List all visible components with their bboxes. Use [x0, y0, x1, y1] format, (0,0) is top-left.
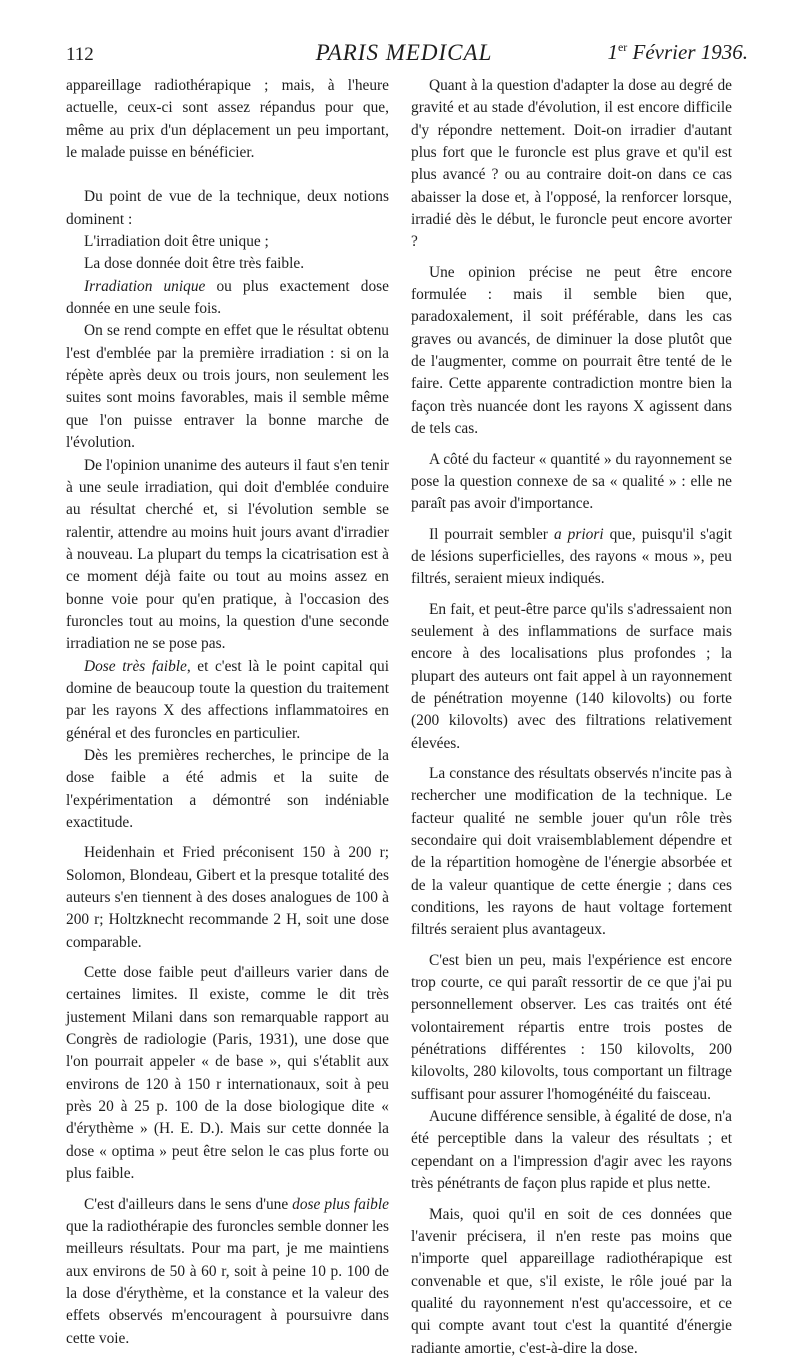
- paragraph: [66, 276, 389, 321]
- italic-term: Irradiation unique: [84, 277, 206, 295]
- paragraph: Mais, quoi qu'il en soit de ces données que l'avenir précisera, il n'en reste pas moins que n'importe quel appareillage radiothérapique est convenable et que, s'il existe, le rôle joué par la qualité du rayonnement n'est qu'accessoire, et ce qui compte avant tout c'est la quantité d'énergie radiante amortie, c'est-à-dire la dose.: [411, 1205, 732, 1357]
- right-column: [411, 75, 732, 1360]
- issue-date: [607, 40, 748, 65]
- paragraph: La dose donnée doit être très faible.: [84, 255, 305, 273]
- paragraph: En fait, et peut-être parce qu'ils s'adressaient non seulement à des inflammations de surface mais encore à des localisations plus profondes ; la plupart des auteurs ont fait appel à un rayonnement de pénétration moyenne (140 kilovolts) ou forte (200 kilovolts) avec des filtrations relativement élevées.: [411, 600, 732, 752]
- italic-term: a priori: [553, 525, 604, 543]
- paragraph: A côté du facteur « quantité » du rayonnement se pose la question connexe de sa « qualité » : elle ne paraît pas avoir d'importance.: [411, 450, 732, 513]
- paragraph-text: ou plus exactement dose donnée en une seule fois.: [66, 277, 389, 318]
- paragraph: [66, 1194, 389, 1350]
- date-superscript: er: [617, 40, 628, 54]
- paragraph: [66, 656, 389, 745]
- left-column: [66, 75, 389, 1350]
- paragraph: Une opinion précise ne peut être encore formulée : mais il semble bien que, paradoxalement, il soit préférable, dans les cas graves ou avancés, de diminuer la dose plutôt que de l'augmenter, comme on pourrait être tenté de le faire. Cette apparente contradiction montre bien la façon très nuancée dont les rayons X agissent dans de tels cas.: [411, 263, 732, 438]
- page-header: [60, 40, 748, 70]
- paragraph: Du point de vue de la technique, deux notions dominent :: [66, 188, 389, 228]
- paragraph-text: C'est d'ailleurs dans le sens d'une: [84, 1195, 293, 1213]
- paragraph-text: Il pourrait sembler: [429, 525, 554, 543]
- paragraph: Cette dose faible peut d'ailleurs varier dans de certaines limites. Il existe, comme le dit très justement Milani dans son remarquable rapport au Congrès de radiologie (Paris, 1931), une dose que l'on pourrait appeler « de base », qui s'établit aux environs de 120 à 150 r internationaux, soit à peu près 20 à 25 p. 100 de la dose biologique dite « d'érythème » (H. E. D.). Mais sur cette donnée la dose « optima » peut être selon le cas plus forte ou plus faible.: [66, 964, 389, 1183]
- paragraph: [411, 524, 732, 591]
- paragraph: De l'opinion unanime des auteurs il faut s'en tenir à une seule irradiation, qui doit d'emblée conduire au résultat cherché et, si l'évolution semble se ralentir, attendre au moins huit jours avant d'irradier à nouveau. La plupart du temps la cicatrisation est à ce moment déjà faite ou tout au moins assez en bonne voie pour qu'en pratique, à l'occasion des furoncles tout au moins, la question d'une seconde irradiation ne se pose pas.: [66, 456, 389, 653]
- date-day: 1: [607, 40, 618, 64]
- paragraph: L'irradiation doit être unique ;: [84, 233, 269, 251]
- paragraph: Quant à la question d'adapter la dose au degré de gravité et au stade d'évolution, il est encore difficile d'y répondre nettement. Doit-on irradier d'autant plus fort que le furoncle est plus grave et qu'il est plus avancé ? ou au contraire doit-on dans ce cas abaisser la dose et, à l'opposé, la renforcer lorsque, irradié dès le début, le furoncle peut encore avorter ?: [411, 77, 732, 251]
- paragraph: C'est bien un peu, mais l'expérience est encore trop courte, ce qui paraît ressortir de ce que j'ai pu personnellement observer. Les cas traités ont été volontairement répartis entre trois postes de pénétrations différentes : 150 kilovolts, 200 kilovolts, 280 kilovolts, tous comportant un filtrage suffisant pour assurer l'homogénéité du faisceau.: [411, 951, 732, 1103]
- italic-term: dose plus faible: [292, 1195, 389, 1213]
- date-rest: Février 1936.: [627, 40, 748, 64]
- journal-title: PARIS MEDICAL: [315, 40, 493, 65]
- paragraph: appareillage radiothérapique ; mais, à l'heure actuelle, ceux-ci sont assez répandus pour que, même au prix d'un déplacement un peu important, le malade puisse en bénéficier.: [66, 77, 389, 162]
- paragraph: La constance des résultats observés n'incite pas à rechercher une modification de la technique. Le facteur qualité ne semble jouer qu'un rôle très secondaire qui doit vraisemblablement dépendre et de la répartition homogène de l'énergie absorbée et de la valeur quantique de cette énergie ; dans ces conditions, les rayons de haut voltage fortement filtrés seraient plus avantageux.: [411, 764, 732, 939]
- paragraph: Dès les premières recherches, le principe de la dose faible a été admis et la suite de l'expérimentation a démontré son indéniable exactitude.: [66, 746, 389, 831]
- paragraph-text: que, puisqu'il s'agit de lésions superficielles, des rayons « mous », peu filtrés, seraient mieux indiqués.: [411, 525, 732, 588]
- paragraph: On se rend compte en effet que le résultat obtenu l'est d'emblée par la première irradiation : si on la répète après deux ou trois jours, non seulement les suites sont moins favorables, mais il semble même que l'on puisse entraver la bonne marche de l'évolution.: [66, 322, 389, 452]
- paragraph: Aucune différence sensible, à égalité de dose, n'a été perceptible dans la valeur des résultats ; et cependant on a l'impression d'agir avec les rayons très pénétrants de façon plus rapide et plus nette.: [411, 1108, 732, 1193]
- paragraph: Heidenhain et Fried préconisent 150 à 200 r; Solomon, Blondeau, Gibert et la presque totalité des auteurs s'en tiennent à des doses analogues de 100 à 200 r; Holtzknecht recommande 2 H, soit une dose comparable.: [66, 844, 389, 951]
- italic-term: Dose très faible: [84, 657, 187, 675]
- paragraph-text: que la radiothérapie des furoncles semble donner les meilleurs résultats. Pour ma part, je me maintiens aux environs de 50 à 60 r, soit à peine 10 p. 100 de la dose d'érythème, et la constance et la valeur des effets observés m'encouragent à poursuivre dans cette voie.: [66, 1217, 389, 1347]
- paragraph-text: , et c'est là le point capital qui domine de beaucoup toute la question du traitement par les rayons X des affections inflammatoires en général et des furoncles en particulier.: [66, 657, 389, 742]
- page-number: 112: [66, 44, 94, 65]
